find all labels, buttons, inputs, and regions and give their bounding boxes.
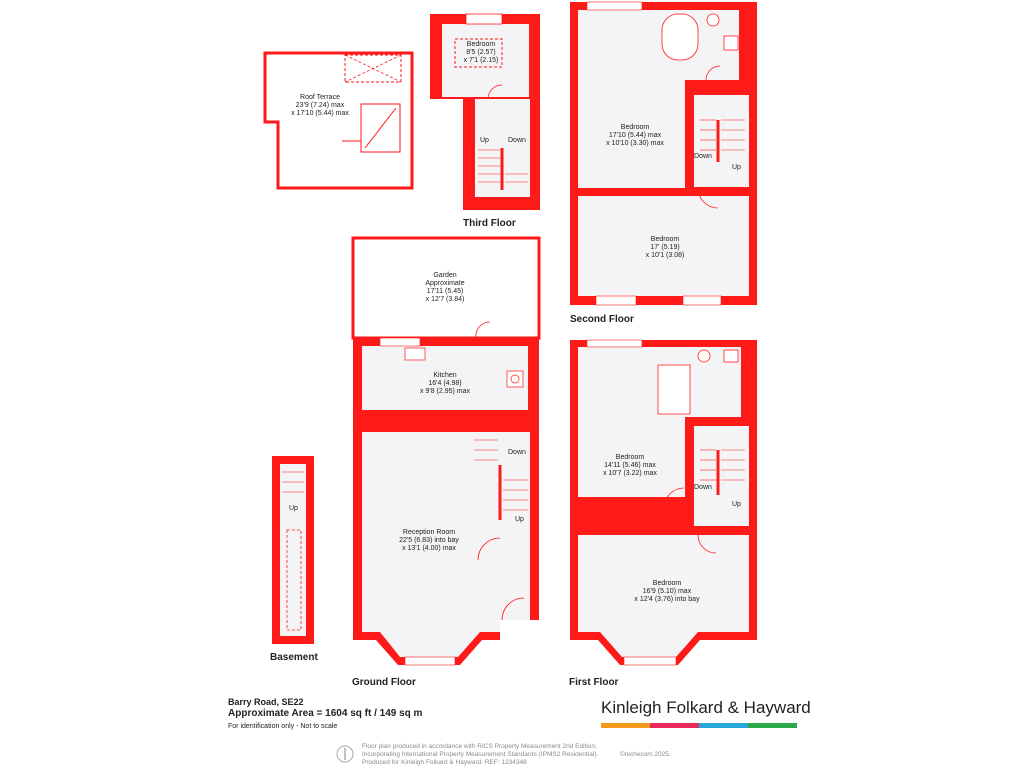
first-floor bbox=[570, 340, 757, 665]
brand-bar-pink bbox=[650, 723, 699, 728]
first-floor-rear-bedroom-label: Bedroom 14'11 (5.46) max x 10'7 (3.22) max bbox=[603, 454, 657, 477]
basement bbox=[272, 456, 314, 644]
property-info bbox=[228, 697, 422, 732]
brand-bar-green bbox=[748, 723, 797, 728]
footer-line-2: Incorporating International Property Measurement Standards (IPMS2 Residential). bbox=[362, 751, 599, 758]
ground-floor-up-label: Up bbox=[515, 516, 524, 523]
brand-bar-orange bbox=[601, 723, 650, 728]
second-floor-front-bedroom-label: Bedroom 17' (5.19) x 10'1 (3.08) bbox=[645, 236, 685, 259]
roof-terrace bbox=[265, 53, 412, 188]
approximate-area: Approximate Area = 1604 sq ft / 149 sq m bbox=[228, 708, 423, 719]
third-floor-down-label: Down bbox=[508, 137, 526, 144]
basement-title: Basement bbox=[270, 652, 318, 663]
first-floor-up-label: Up bbox=[732, 501, 741, 508]
address: Barry Road, SE22 bbox=[228, 697, 304, 707]
footer-disclaimer bbox=[362, 743, 682, 767]
basement-up-label: Up bbox=[289, 505, 298, 512]
second-floor-title: Second Floor bbox=[570, 314, 634, 325]
second-floor-down-label: Down bbox=[694, 153, 712, 160]
nichecom-logo-icon bbox=[337, 746, 353, 762]
footer-copyright: ©nichecom 2025. bbox=[620, 751, 671, 758]
third-floor-title: Third Floor bbox=[463, 218, 516, 229]
kitchen-label: Kitchen 16'4 (4.98) x 9'8 (2.95) max bbox=[420, 372, 470, 395]
third-floor-bedroom-label: Bedroom 8'5 (2.57) x 7'1 (2.15) bbox=[463, 41, 499, 64]
reception-room-label: Reception Room 22'5 (6.83) into bay x 13'1 (4.00) max bbox=[399, 529, 459, 552]
first-floor-front-bedroom-label: Bedroom 16'9 (5.10) max x 12'4 (3.76) into bay bbox=[634, 580, 700, 603]
ground-floor-down-label: Down bbox=[508, 449, 526, 456]
first-floor-down-label: Down bbox=[694, 484, 712, 491]
footer-line-1: Floor plan produced in accordance with RICS Property Measurement 2nd Edition, bbox=[362, 743, 597, 750]
footer-line-3: Produced for Kinleigh Folkard & Hayward. REF: 1234348 bbox=[362, 759, 527, 766]
agent-brand: Kinleigh Folkard & Hayward bbox=[601, 698, 811, 717]
brand-color-bar bbox=[601, 723, 797, 728]
third-floor-up-label: Up bbox=[480, 137, 489, 144]
roof-terrace-label: Roof Terrace 23'9 (7.24) max x 17'10 (5.44) max bbox=[291, 94, 349, 117]
ground-floor-title: Ground Floor bbox=[352, 677, 416, 688]
brand-bar-blue bbox=[699, 723, 748, 728]
second-floor-rear-bedroom-label: Bedroom 17'10 (5.44) max x 10'10 (3.30) max bbox=[606, 124, 664, 147]
scale-note: For identification only - Not to scale bbox=[228, 723, 338, 730]
second-floor-up-label: Up bbox=[732, 164, 741, 171]
first-floor-title: First Floor bbox=[569, 677, 619, 688]
garden-label: Garden Approximate 17'11 (5.45) x 12'7 (3.84) bbox=[425, 272, 465, 303]
